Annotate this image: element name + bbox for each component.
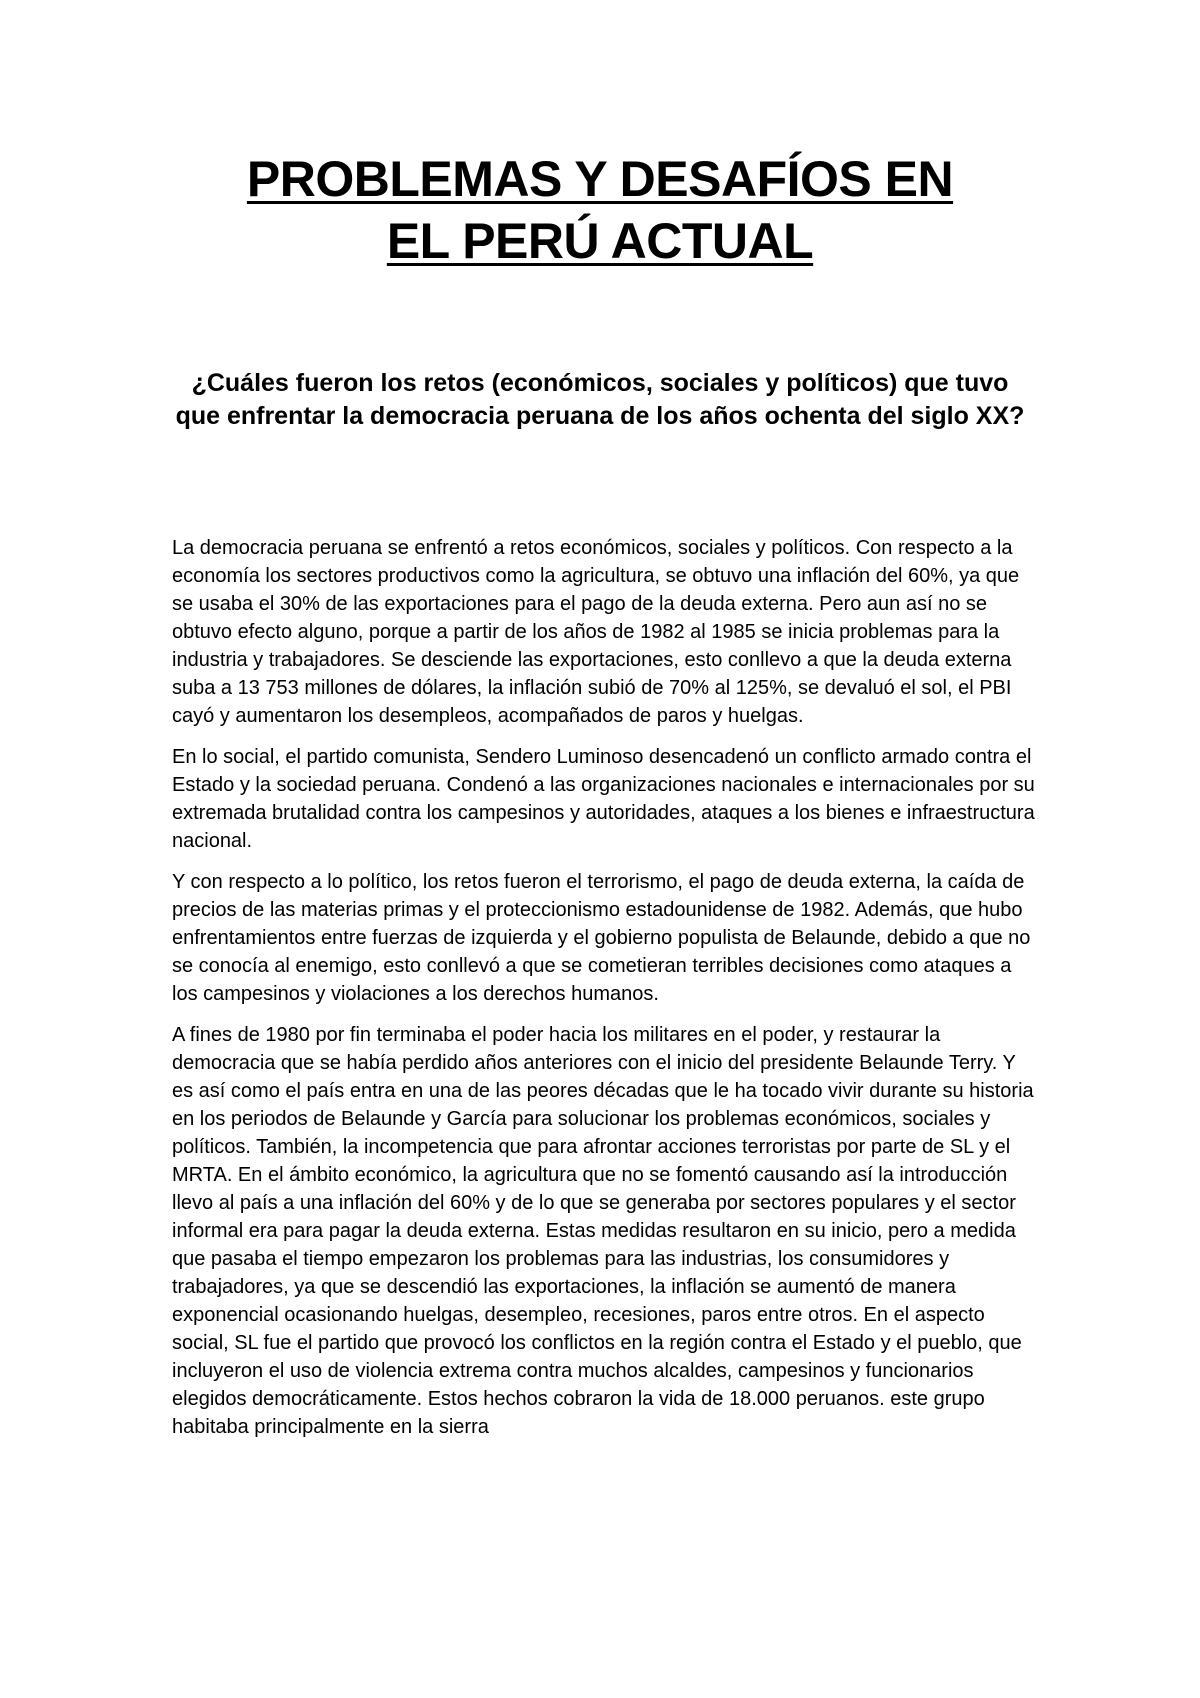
document-body [172, 534, 1038, 1454]
paragraph-economic: La democracia peruana se enfrentó a retos económicos, sociales y políticos. Con respecto a la economía los sectores productivos como la agricultura, se obtuvo una inflación del 60%, ya que se usaba el 30% de las exportaciones para el pago de la deuda externa. Pero aun así no se obtuvo efecto alguno, porque a partir de los años de 1982 al 1985 se inicia problemas para la industria y trabajadores. Se desciende las exportaciones, esto conllevo a que la deuda externa suba a 13 753 millones de dólares, la inflación subió de 70% al 125%, se devaluó el sol, el PBI cayó y aumentaron los desempleos, acompañados de paros y huelgas. [172, 537, 1020, 727]
section-question: ¿Cuáles fueron los retos (económicos, sociales y políticos) que tuvo que enfrentar la democracia peruana de los años ochenta del siglo XX? [175, 369, 1025, 430]
page-title [170, 148, 1030, 272]
title-line-1: PROBLEMAS Y DESAFÍOS EN [246, 151, 954, 207]
paragraph-summary: A fines de 1980 por fin terminaba el poder hacia los militares en el poder, y restaurar la democracia que se había perdido años anteriores con el inicio del presidente Belaunde Terry. Y es así como el país entra en una de las peores décadas que le ha tocado vivir durante su historia en los periodos de Belaunde y García para solucionar los problemas económicos, sociales y políticos. También, la incompetencia que para afrontar acciones terroristas por parte de SL y el MRTA. En el ámbito económico, la agricultura que no se fomentó causando así la introducción llevo al país a una inflación del 60% y de lo que se generaba por sectores populares y el sector informal era para pagar la deuda externa. Estas medidas resultaron en su inicio, pero a medida que pasaba el tiempo empezaron los problemas para las industrias, los consumidores y trabajadores, ya que se descendió las exportaciones, la inflación se aumentó de manera exponencial ocasionando huelgas, desempleo, recesiones, paros entre otros. En el aspecto social, SL fue el partido que provocó los conflictos en la región contra el Estado y el pueblo, que incluyeron el uso de violencia extrema contra muchos alcaldes, campesinos y funcionarios elegidos democráticamente. Estos hechos cobraron la vida de 18.000 peruanos. este grupo habitaba principalmente en la sierra [172, 1024, 1034, 1438]
paragraph-social: En lo social, el partido comunista, Sendero Luminoso desencadenó un conflicto armado contra el Estado y la sociedad peruana. Condenó a las organizaciones nacionales e internacionales por su extremada brutalidad contra los campesinos y autoridades, ataques a los bienes e infraestructura nacional. [172, 746, 1035, 852]
title-line-2: EL PERÚ ACTUAL [386, 213, 814, 269]
paragraph-political: Y con respecto a lo político, los retos fueron el terrorismo, el pago de deuda externa, la caída de precios de las materias primas y el proteccionismo estadounidense de 1982. Además, que hubo enfrentamientos entre fuerzas de izquierda y el gobierno populista de Belaunde, debido a que no se conocía al enemigo, esto conllevó a que se cometieran terribles decisiones como ataques a los campesinos y violaciones a los derechos humanos. [172, 871, 1031, 1005]
